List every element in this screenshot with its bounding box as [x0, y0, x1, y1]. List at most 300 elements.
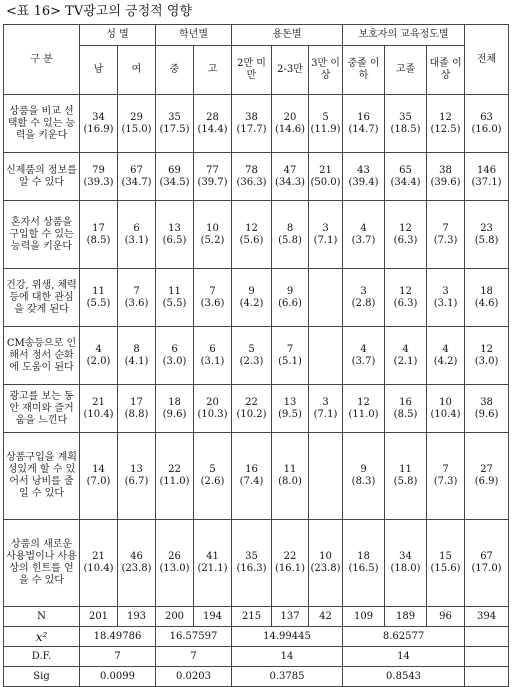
- cell-percent: (39.6): [430, 176, 461, 188]
- header-sub-5: 2-3만: [272, 46, 309, 95]
- table-cell: [272, 201, 309, 269]
- cell-count: 21: [92, 396, 105, 408]
- n-value: 42: [309, 607, 343, 627]
- sig-row-value: 0.0099: [80, 667, 156, 687]
- table-cell: [427, 153, 465, 201]
- header-row-subs: [4, 46, 509, 95]
- cell-count: 7: [442, 464, 449, 475]
- header-sub-1: 여: [118, 46, 156, 95]
- cell-count: 7: [442, 222, 449, 234]
- table-cell: [156, 520, 194, 607]
- cell-percent: (3.1): [433, 297, 458, 309]
- n-row-label: N: [4, 607, 80, 627]
- table-cell: [385, 269, 427, 327]
- cell-percent: (34.4): [390, 176, 421, 188]
- cell-percent: (7.1): [313, 234, 338, 246]
- n-value: 109: [343, 607, 385, 627]
- cell-percent: (2.8): [351, 297, 376, 309]
- table-cell: [232, 520, 272, 607]
- cell-percent: (34.5): [159, 176, 190, 188]
- cell-percent: (10.2): [236, 408, 267, 420]
- cell-percent: (8.5): [86, 234, 111, 246]
- cell-count: 7: [133, 285, 140, 297]
- cell-percent: (6.6): [278, 297, 302, 309]
- df-row-value: 14: [343, 647, 465, 667]
- chi-square-row-value: 14.99445: [232, 627, 343, 647]
- table-cell: [232, 269, 272, 327]
- cell-percent: (39.3): [83, 176, 114, 188]
- cell-count: 3: [360, 285, 367, 297]
- row-label: 상품의 새로운 사용법이나 사용상의 힌트를 얻을 수 있다: [4, 520, 80, 607]
- row-label: 혼자서 상품을 구입할 수 있는 능력을 키운다: [4, 201, 80, 269]
- cell-count: 38: [480, 396, 493, 408]
- cell-count: 29: [130, 111, 143, 123]
- cell-percent: (9.6): [162, 408, 187, 420]
- df-row-value: 7: [80, 647, 156, 667]
- table-cell: [80, 201, 118, 269]
- cell-percent: (23.8): [121, 563, 152, 574]
- cell-count: 67: [480, 551, 493, 562]
- table-cell: [385, 95, 427, 153]
- table-cell: [465, 520, 509, 607]
- cell-count: 38: [439, 164, 452, 176]
- table-cell: [80, 269, 118, 327]
- cell-percent: (10.4): [430, 408, 461, 420]
- table-cell: [427, 520, 465, 607]
- table-cell: [465, 95, 509, 153]
- cell-count: 78: [245, 164, 258, 176]
- cell-percent: (4.2): [433, 355, 458, 367]
- cell-count: 12: [439, 111, 452, 123]
- table-cell: [80, 153, 118, 201]
- cell-count: 12: [245, 222, 258, 234]
- table-cell: [343, 327, 385, 385]
- sig-row-value: 0.8543: [343, 667, 465, 687]
- cell-percent: (2.6): [200, 476, 225, 487]
- header-group-education: 보호자의 교육정도별: [343, 25, 465, 46]
- table-cell: [156, 201, 194, 269]
- cell-count: 27: [480, 464, 493, 475]
- cell-count: 13: [283, 396, 297, 408]
- header-group-allowance: 용돈별: [232, 25, 343, 46]
- cell-count: 7: [209, 285, 216, 297]
- table-cell: [465, 153, 509, 201]
- cell-percent: (5.8): [474, 234, 499, 246]
- table-cell: [156, 385, 194, 433]
- cell-count: 8: [286, 222, 294, 234]
- chi-square-row: [4, 627, 509, 647]
- cell-percent: (6.3): [393, 234, 418, 246]
- table-cell: [232, 385, 272, 433]
- table-cell: [465, 269, 509, 327]
- table-cell: [118, 201, 156, 269]
- cell-percent: (16.5): [348, 563, 379, 574]
- cell-count: 4: [95, 343, 102, 355]
- table-cell: [272, 269, 309, 327]
- cell-percent: (10.4): [83, 408, 114, 420]
- cell-percent: (39.4): [348, 176, 379, 188]
- cell-percent: (17.7): [236, 123, 267, 135]
- table-cell: [194, 201, 232, 269]
- cell-percent: (7.0): [86, 476, 111, 487]
- cell-percent: (9.6): [474, 408, 499, 420]
- table-cell: [343, 433, 385, 520]
- cell-percent: (3.1): [200, 355, 225, 367]
- cell-count: 14: [92, 464, 105, 475]
- cell-percent: (15.0): [121, 123, 152, 135]
- table-row: [4, 95, 509, 153]
- header-total: 전체: [465, 25, 509, 95]
- cell-count: 18: [168, 396, 181, 408]
- table-cell: [156, 153, 194, 201]
- cell-percent: (7.3): [433, 476, 458, 487]
- cell-percent: (7.3): [433, 234, 458, 246]
- table-cell: [385, 520, 427, 607]
- chi-square-row-value: 18.49786: [80, 627, 156, 647]
- cell-count: 8: [133, 343, 140, 355]
- cell-percent: (8.0): [278, 476, 302, 487]
- cell-count: 4: [442, 343, 449, 355]
- table-cell: [272, 385, 309, 433]
- table-cell: [272, 520, 309, 607]
- table-cell: [343, 201, 385, 269]
- row-label: 신제품의 정보를 알 수 있다: [4, 153, 80, 201]
- cell-percent: (4.1): [124, 355, 149, 367]
- cell-count: 11: [168, 285, 181, 297]
- cell-count: 5: [322, 111, 329, 123]
- survey-table: [3, 24, 509, 687]
- cell-count: 22: [283, 551, 297, 562]
- table-cell: [194, 153, 232, 201]
- table-caption: <표 16> TV광고의 긍정적 영향: [6, 4, 192, 19]
- cell-count: 6: [209, 343, 216, 355]
- header-group-grade: 학년별: [156, 25, 232, 46]
- cell-percent: (14.6): [274, 123, 306, 135]
- cell-percent: (9.5): [278, 408, 302, 420]
- table-cell: [309, 95, 343, 153]
- cell-percent: (5.5): [86, 297, 111, 309]
- cell-count: 28: [206, 111, 219, 123]
- cell-percent: (2.3): [239, 355, 264, 367]
- cell-count: 3: [322, 222, 329, 234]
- header-sub-6: 3만 이상: [309, 46, 343, 95]
- cell-count: 35: [245, 551, 258, 562]
- df-row-label: D.F.: [4, 647, 80, 667]
- df-row: [4, 647, 509, 667]
- table-cell: [194, 327, 232, 385]
- cell-count: 69: [168, 164, 181, 176]
- cell-count: 63: [480, 111, 493, 123]
- table-cell: [272, 433, 309, 520]
- cell-count: 15: [439, 551, 452, 562]
- table-cell: [80, 520, 118, 607]
- cell-percent: (5.6): [239, 234, 264, 246]
- cell-count: 3: [322, 396, 329, 408]
- cell-count: 21: [319, 164, 332, 176]
- table-cell: [118, 153, 156, 201]
- sig-row-total-empty: [465, 667, 509, 687]
- table-row: [4, 520, 509, 607]
- sig-row: [4, 667, 509, 687]
- table-cell: [118, 269, 156, 327]
- cell-percent: (23.8): [310, 563, 341, 574]
- row-label: 건강, 위생, 체력 등에 대한 관심을 갖게 된다: [4, 269, 80, 327]
- cell-percent: (3.0): [474, 355, 499, 367]
- table-cell: [156, 433, 194, 520]
- df-row-total-empty: [465, 647, 509, 667]
- cell-count: 9: [286, 285, 294, 297]
- cell-percent: (6.7): [124, 476, 149, 487]
- table-cell: [427, 433, 465, 520]
- table-cell: [465, 433, 509, 520]
- table-cell: [272, 153, 309, 201]
- cell-percent: (2.1): [393, 355, 418, 367]
- table-cell: [232, 201, 272, 269]
- cell-percent: (3.7): [351, 234, 376, 246]
- table-cell: [343, 269, 385, 327]
- cell-percent: (11.0): [348, 408, 379, 420]
- cell-count: 11: [92, 285, 105, 297]
- table-row: [4, 269, 509, 327]
- cell-count: 20: [283, 111, 297, 123]
- cell-count: 46: [130, 551, 143, 562]
- cell-count: 11: [399, 464, 412, 475]
- df-row-value: 14: [232, 647, 343, 667]
- table-cell: [465, 201, 509, 269]
- table-cell: [309, 269, 343, 327]
- cell-count: 4: [360, 343, 367, 355]
- cell-percent: (16.1): [274, 563, 306, 574]
- table-cell: [465, 327, 509, 385]
- cell-percent: (11.0): [159, 476, 190, 487]
- cell-count: 12: [480, 343, 493, 355]
- table-cell: [232, 153, 272, 201]
- cell-percent: (3.7): [351, 355, 376, 367]
- sig-row-value: 0.0203: [156, 667, 232, 687]
- cell-count: 35: [168, 111, 181, 123]
- table-row: [4, 327, 509, 385]
- cell-percent: (18.0): [390, 563, 421, 574]
- table-row: [4, 201, 509, 269]
- cell-percent: (15.6): [430, 563, 461, 574]
- cell-percent: (5.8): [393, 476, 418, 487]
- table-cell: [385, 201, 427, 269]
- cell-percent: (50.0): [310, 176, 341, 188]
- cell-count: 13: [168, 222, 181, 234]
- cell-percent: (10.4): [83, 563, 114, 574]
- header-sub-3: 고: [194, 46, 232, 95]
- cell-percent: (37.1): [471, 176, 502, 188]
- chi-square-row-label: x²: [4, 627, 80, 647]
- cell-percent: (36.3): [236, 176, 267, 188]
- table-cell: [156, 95, 194, 153]
- cell-percent: (6.3): [393, 297, 418, 309]
- table-cell: [118, 433, 156, 520]
- header-group-gender: 성 별: [80, 25, 156, 46]
- cell-percent: (34.7): [121, 176, 152, 188]
- n-value: 96: [427, 607, 465, 627]
- table-cell: [232, 433, 272, 520]
- cell-count: 22: [168, 464, 181, 475]
- table-cell: [309, 153, 343, 201]
- cell-count: 47: [283, 164, 297, 176]
- cell-percent: (4.6): [474, 297, 499, 309]
- cell-count: 6: [171, 343, 178, 355]
- cell-count: 16: [399, 396, 412, 408]
- chi-square-row-value: 8.62577: [343, 627, 465, 647]
- table-cell: [309, 327, 343, 385]
- cell-percent: (16.0): [471, 123, 502, 135]
- cell-count: 10: [206, 222, 219, 234]
- header-sub-8: 고졸: [385, 46, 427, 95]
- cell-percent: (3.6): [124, 297, 149, 309]
- n-value: 200: [156, 607, 194, 627]
- row-label: 상품을 비교 선택할 수 있는 능력을 키운다: [4, 95, 80, 153]
- table-cell: [465, 385, 509, 433]
- cell-percent: (5.8): [278, 234, 302, 246]
- table-cell: [194, 433, 232, 520]
- cell-count: 20: [206, 396, 219, 408]
- n-value: 189: [385, 607, 427, 627]
- table-cell: [309, 201, 343, 269]
- cell-percent: (13.0): [159, 563, 190, 574]
- cell-count: 5: [209, 464, 216, 475]
- table-cell: [427, 269, 465, 327]
- table-cell: [343, 95, 385, 153]
- cell-percent: (2.0): [86, 355, 111, 367]
- table-cell: [232, 95, 272, 153]
- table-cell: [309, 385, 343, 433]
- table-row: [4, 385, 509, 433]
- cell-count: 34: [92, 111, 105, 123]
- cell-percent: (18.5): [390, 123, 421, 135]
- table-cell: [427, 95, 465, 153]
- cell-percent: (3.6): [200, 297, 225, 309]
- table-cell: [343, 385, 385, 433]
- table-row: [4, 153, 509, 201]
- cell-count: 9: [360, 464, 367, 475]
- sig-row-label: Sig: [4, 667, 80, 687]
- cell-count: 13: [130, 464, 143, 475]
- cell-percent: (11.9): [310, 123, 341, 135]
- cell-count: 65: [399, 164, 412, 176]
- cell-percent: (34.3): [274, 176, 306, 188]
- table-cell: [427, 327, 465, 385]
- cell-percent: (12.5): [430, 123, 461, 135]
- cell-count: 12: [357, 396, 370, 408]
- n-value: 201: [80, 607, 118, 627]
- cell-percent: (6.5): [162, 234, 187, 246]
- table-cell: [309, 520, 343, 607]
- table-cell: [156, 327, 194, 385]
- cell-percent: (10.3): [197, 408, 228, 420]
- cell-count: 22: [245, 396, 258, 408]
- n-value: 215: [232, 607, 272, 627]
- row-label: 광고를 보는 동안 재미와 즐거움을 느낀다: [4, 385, 80, 433]
- table-cell: [80, 385, 118, 433]
- header-sub-4: 2만 미만: [232, 46, 272, 95]
- cell-count: 4: [402, 343, 409, 355]
- cell-count: 35: [399, 111, 412, 123]
- cell-percent: (4.2): [239, 297, 264, 309]
- chi-square-row-total-empty: [465, 627, 509, 647]
- table-cell: [272, 95, 309, 153]
- cell-percent: (6.9): [474, 476, 499, 487]
- cell-count: 3: [442, 285, 449, 297]
- cell-count: 146: [477, 164, 497, 176]
- cell-count: 17: [92, 222, 105, 234]
- table-cell: [156, 269, 194, 327]
- table-cell: [427, 385, 465, 433]
- table-cell: [118, 385, 156, 433]
- cell-count: 26: [168, 551, 181, 562]
- cell-count: 11: [283, 464, 297, 475]
- table-cell: [272, 327, 309, 385]
- cell-count: 17: [130, 396, 143, 408]
- cell-count: 77: [206, 164, 219, 176]
- chi-square-row-value: 16.57597: [156, 627, 232, 647]
- table-cell: [343, 520, 385, 607]
- cell-count: 21: [92, 551, 105, 562]
- cell-percent: (16.9): [83, 123, 114, 135]
- cell-count: 18: [480, 285, 493, 297]
- row-label: 상품구입을 계획성있게 할 수 있어서 낭비를 줄일 수 있다: [4, 433, 80, 520]
- table-cell: [385, 153, 427, 201]
- cell-percent: (21.1): [197, 563, 228, 574]
- cell-count: 12: [399, 222, 412, 234]
- table-cell: [385, 385, 427, 433]
- cell-percent: (8.8): [124, 408, 149, 420]
- table-cell: [194, 269, 232, 327]
- header-sub-7: 중졸 이하: [343, 46, 385, 95]
- table-row: [4, 433, 509, 520]
- cell-percent: (17.5): [159, 123, 190, 135]
- n-row: [4, 607, 509, 627]
- cell-percent: (17.0): [471, 563, 502, 574]
- cell-count: 9: [248, 285, 255, 297]
- sig-row-value: 0.3785: [232, 667, 343, 687]
- header-sub-0: 남: [80, 46, 118, 95]
- cell-count: 43: [357, 164, 370, 176]
- table-cell: [80, 327, 118, 385]
- table-cell: [232, 327, 272, 385]
- df-row-value: 7: [156, 647, 232, 667]
- table-cell: [343, 153, 385, 201]
- header-first-col: 구 분: [4, 25, 80, 95]
- cell-percent: (8.5): [393, 408, 418, 420]
- cell-count: 4: [360, 222, 367, 234]
- cell-percent: (5.2): [200, 234, 225, 246]
- table-cell: [385, 327, 427, 385]
- table-cell: [80, 433, 118, 520]
- table-cell: [194, 385, 232, 433]
- cell-count: 16: [357, 111, 370, 123]
- cell-percent: (14.4): [197, 123, 228, 135]
- cell-percent: (8.3): [351, 476, 376, 487]
- cell-count: 10: [439, 396, 452, 408]
- cell-count: 38: [245, 111, 258, 123]
- cell-percent: (16.3): [236, 563, 267, 574]
- table-cell: [194, 520, 232, 607]
- cell-count: 7: [286, 343, 294, 355]
- cell-count: 23: [480, 222, 493, 234]
- header-sub-2: 중: [156, 46, 194, 95]
- n-value: 193: [118, 607, 156, 627]
- table-cell: [118, 95, 156, 153]
- cell-count: 34: [399, 551, 412, 562]
- table-cell: [385, 433, 427, 520]
- cell-percent: (14.7): [348, 123, 379, 135]
